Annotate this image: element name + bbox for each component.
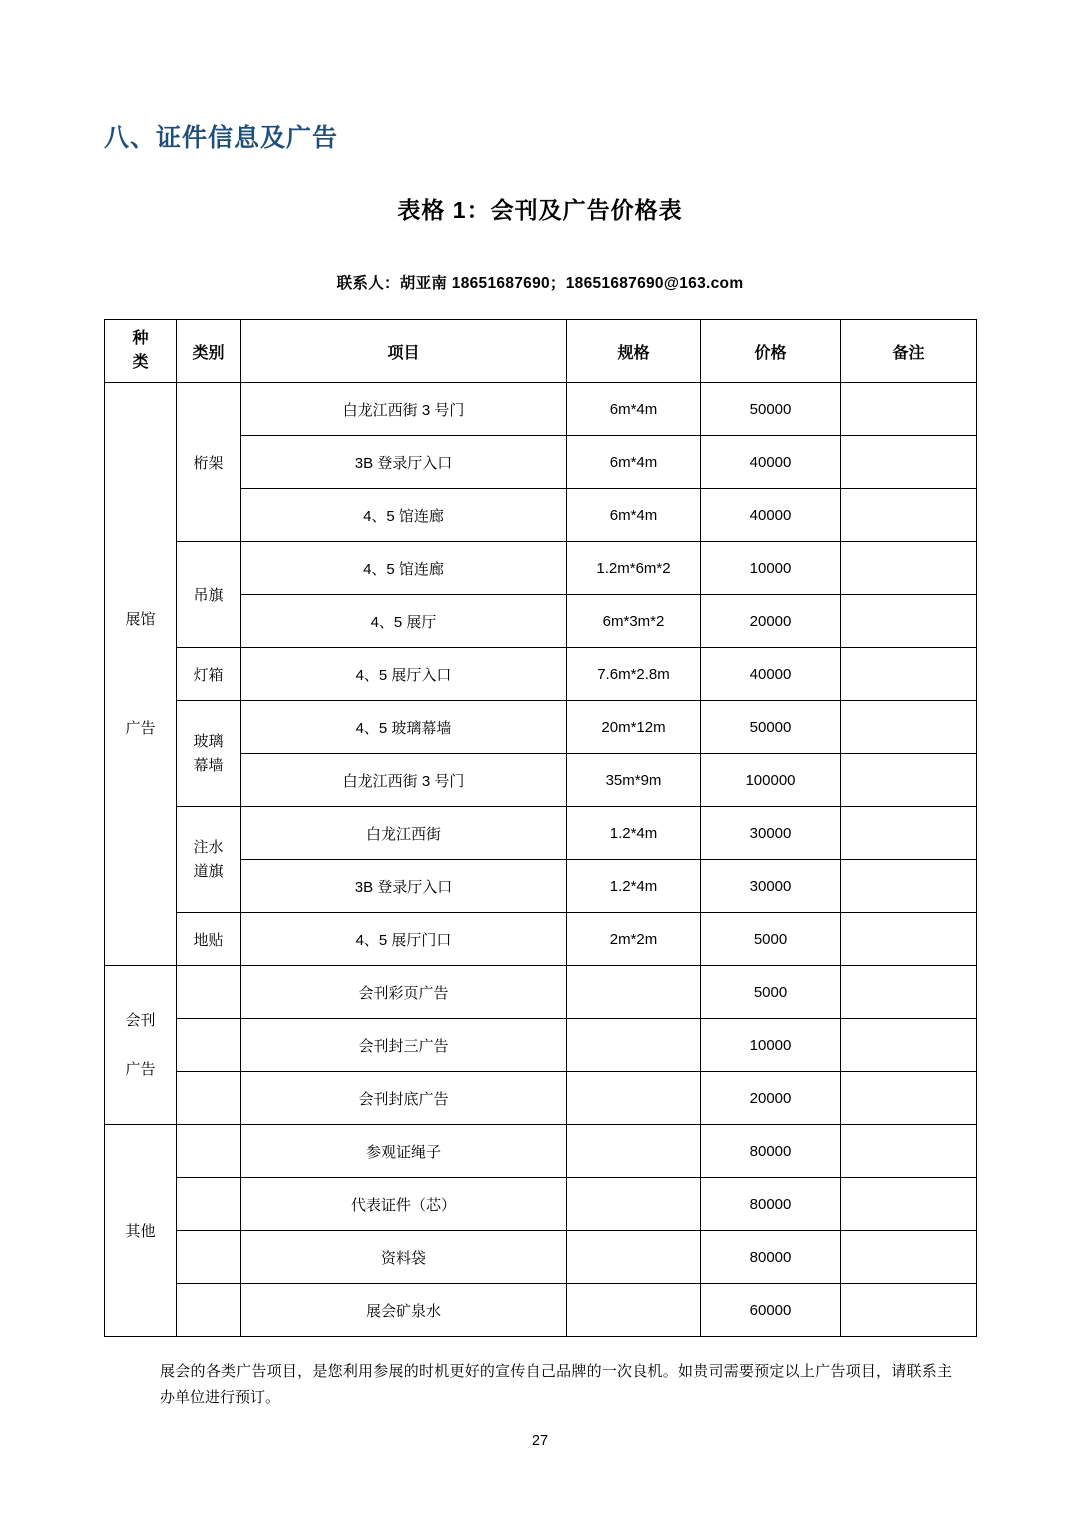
page-title: 八、证件信息及广告: [104, 124, 339, 152]
remark-cell: [841, 966, 977, 1019]
subcategory-glass-wall-line2: 幕墙: [193, 756, 224, 774]
remark-cell: [841, 648, 977, 701]
item-cell: 白龙江西街 3 号门: [241, 754, 567, 807]
subcategory-truss: 桁架: [177, 383, 241, 542]
spec-cell: 1.2*4m: [567, 860, 701, 913]
column-header-item: 项目: [241, 320, 567, 383]
category-label-line1: 展馆: [125, 610, 156, 628]
category-label-line2: 广告: [125, 720, 156, 737]
column-header-category: [105, 320, 177, 383]
spec-cell: [567, 1072, 701, 1125]
remark-cell: [841, 1231, 977, 1284]
table-row: [105, 1019, 977, 1072]
remark-cell: [841, 1284, 977, 1337]
column-header-category-line2: 类: [132, 354, 149, 371]
table-row: [105, 1072, 977, 1125]
column-header-type: 类别: [177, 320, 241, 383]
spec-cell: [567, 1284, 701, 1337]
price-cell: 10000: [701, 1019, 841, 1072]
column-header-remark: 备注: [841, 320, 977, 383]
price-cell: 40000: [701, 648, 841, 701]
price-cell: 80000: [701, 1125, 841, 1178]
item-cell: 4、5 展厅入口: [241, 648, 567, 701]
spec-cell: 1.2*4m: [567, 807, 701, 860]
remark-cell: [841, 1072, 977, 1125]
table-body: [105, 383, 977, 1337]
item-cell: 4、5 玻璃幕墙: [241, 701, 567, 754]
price-cell: 40000: [701, 436, 841, 489]
subcategory-banner: 吊旗: [177, 542, 241, 648]
subcategory-empty: [177, 1231, 241, 1284]
table-row: [105, 1231, 977, 1284]
remark-cell: [841, 595, 977, 648]
remark-cell: [841, 436, 977, 489]
price-cell: 50000: [701, 701, 841, 754]
item-cell: 4、5 展厅门口: [241, 913, 567, 966]
subcategory-glass-wall: [177, 701, 241, 807]
remark-cell: [841, 489, 977, 542]
remark-cell: [841, 1178, 977, 1231]
remark-cell: [841, 754, 977, 807]
price-cell: 10000: [701, 542, 841, 595]
spec-cell: [567, 1231, 701, 1284]
subcategory-empty: [177, 1125, 241, 1178]
price-cell: 5000: [701, 913, 841, 966]
table-row: [105, 1178, 977, 1231]
remark-cell: [841, 383, 977, 436]
spec-cell: [567, 966, 701, 1019]
table-row: [105, 701, 977, 754]
subcategory-empty: [177, 1019, 241, 1072]
subcategory-water-flag-line1: 注水: [193, 839, 224, 857]
price-table: [104, 319, 977, 1337]
remark-cell: [841, 1019, 977, 1072]
table-row: [105, 807, 977, 860]
remark-cell: [841, 860, 977, 913]
page-number: 27: [531, 1433, 549, 1449]
item-cell: 代表证件（芯）: [241, 1178, 567, 1231]
item-cell: 会刊封底广告: [241, 1072, 567, 1125]
spec-cell: [567, 1125, 701, 1178]
item-cell: 资料袋: [241, 1231, 567, 1284]
item-cell: 展会矿泉水: [241, 1284, 567, 1337]
table-row: [105, 1284, 977, 1337]
price-cell: 30000: [701, 860, 841, 913]
spec-cell: [567, 1178, 701, 1231]
spec-cell: 20m*12m: [567, 701, 701, 754]
item-cell: 参观证绳子: [241, 1125, 567, 1178]
column-header-category-line1: 种: [132, 330, 149, 347]
subcategory-empty: [177, 966, 241, 1019]
spec-cell: 1.2m*6m*2: [567, 542, 701, 595]
column-header-spec: 规格: [567, 320, 701, 383]
item-cell: 会刊封三广告: [241, 1019, 567, 1072]
subcategory-water-flag: [177, 807, 241, 913]
remark-cell: [841, 1125, 977, 1178]
subcategory-empty: [177, 1284, 241, 1337]
table-header: [105, 320, 977, 383]
item-cell: 4、5 馆连廊: [241, 489, 567, 542]
price-cell: 40000: [701, 489, 841, 542]
category-cell-exhibition: [105, 383, 177, 966]
price-cell: 30000: [701, 807, 841, 860]
table-row: [105, 1125, 977, 1178]
item-cell: 3B 登录厅入口: [241, 860, 567, 913]
price-cell: 80000: [701, 1178, 841, 1231]
spec-cell: [567, 1019, 701, 1072]
category-cell-other: 其他: [105, 1125, 177, 1337]
footer-note: 展会的各类广告项目，是您利用参展的时机更好的宣传自己品牌的一次良机。如贵司需要预定以上广告项目，请联系主办单位进行预订。: [160, 1363, 952, 1407]
item-cell: 白龙江西街: [241, 807, 567, 860]
spec-cell: 6m*3m*2: [567, 595, 701, 648]
column-header-price: 价格: [701, 320, 841, 383]
table-header-row: [105, 320, 977, 383]
remark-cell: [841, 542, 977, 595]
subcategory-water-flag-line2: 道旗: [193, 862, 224, 880]
subcategory-empty: [177, 1072, 241, 1125]
price-cell: 20000: [701, 595, 841, 648]
category-label-line2: 广告: [125, 1061, 156, 1078]
subcategory-glass-wall-line1: 玻璃: [193, 733, 224, 751]
remark-cell: [841, 701, 977, 754]
item-cell: 白龙江西街 3 号门: [241, 383, 567, 436]
item-cell: 4、5 馆连廊: [241, 542, 567, 595]
table-row: [105, 648, 977, 701]
spec-cell: 35m*9m: [567, 754, 701, 807]
item-cell: 4、5 展厅: [241, 595, 567, 648]
category-label-line1: 会刊: [125, 1011, 156, 1029]
item-cell: 会刊彩页广告: [241, 966, 567, 1019]
remark-cell: [841, 807, 977, 860]
table-row: [105, 913, 977, 966]
remark-cell: [841, 913, 977, 966]
spec-cell: 6m*4m: [567, 489, 701, 542]
spec-cell: 6m*4m: [567, 383, 701, 436]
spec-cell: 2m*2m: [567, 913, 701, 966]
table-row: [105, 383, 977, 436]
price-cell: 5000: [701, 966, 841, 1019]
table-row: [105, 542, 977, 595]
table-row: [105, 966, 977, 1019]
item-cell: 3B 登录厅入口: [241, 436, 567, 489]
subcategory-empty: [177, 1178, 241, 1231]
price-cell: 50000: [701, 383, 841, 436]
price-cell: 60000: [701, 1284, 841, 1337]
price-cell: 20000: [701, 1072, 841, 1125]
category-cell-journal: [105, 966, 177, 1125]
contact-info: 联系人：胡亚南 18651687690；18651687690@163.com: [336, 275, 744, 292]
subcategory-lightbox: 灯箱: [177, 648, 241, 701]
price-cell: 100000: [701, 754, 841, 807]
subcategory-floor-sticker: 地贴: [177, 913, 241, 966]
table-title: 表格 1：会刊及广告价格表: [397, 197, 683, 223]
price-cell: 80000: [701, 1231, 841, 1284]
spec-cell: 7.6m*2.8m: [567, 648, 701, 701]
spec-cell: 6m*4m: [567, 436, 701, 489]
